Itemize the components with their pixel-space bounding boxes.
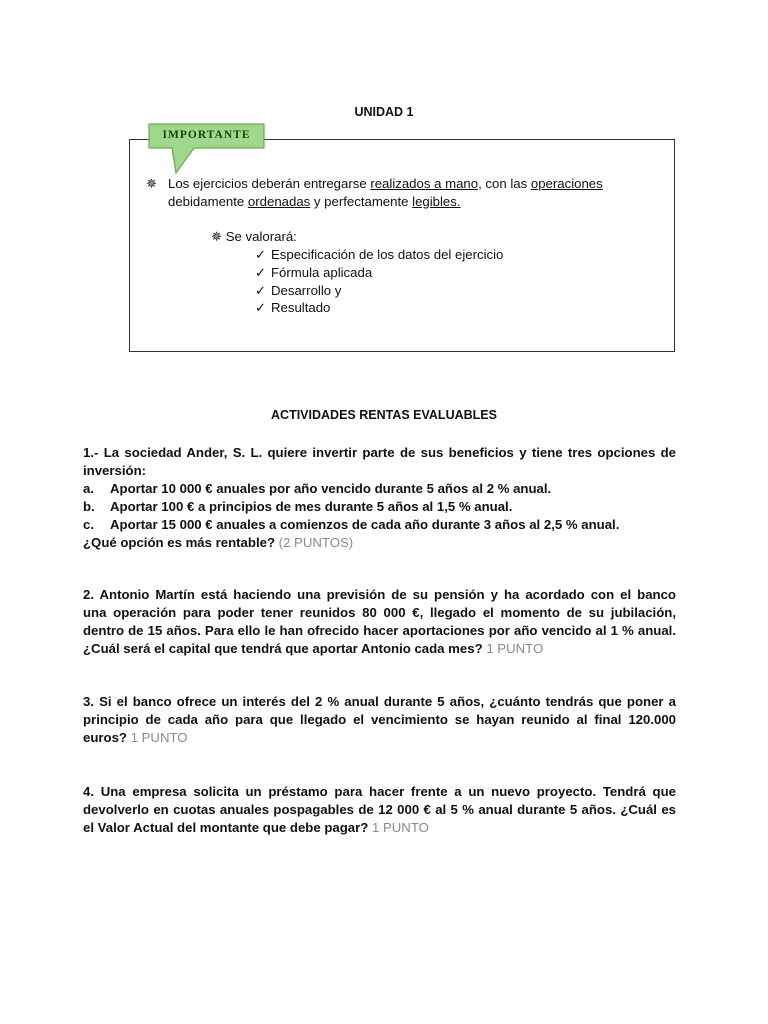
valorara-label: Se valorará: [225, 229, 297, 244]
intro-underline: legibles. [412, 194, 461, 209]
criteria-text: Resultado [271, 300, 331, 315]
valorara-bullet-icon: ✵ [211, 229, 223, 244]
unit-title: UNIDAD 1 [354, 105, 414, 119]
criteria-text: Fórmula aplicada [271, 265, 373, 280]
points-label: 1 PUNTO [130, 730, 188, 745]
intro-text: y perfectamente [310, 194, 413, 209]
points-label: 1 PUNTO [371, 820, 429, 835]
question-text: ¿Qué opción es más rentable? [83, 535, 275, 550]
points-label: (2 PUNTOS) [278, 535, 354, 550]
question-text: euros? [83, 730, 127, 745]
points-label: 1 PUNTO [486, 641, 544, 656]
option-a [83, 480, 676, 498]
option-text: Aportar 100 € a principios de mes durante 5 años al 1,5 % anual. [110, 499, 513, 514]
check-icon: ✓ [255, 300, 267, 315]
question-4 [83, 783, 676, 837]
criteria-item [255, 300, 330, 316]
check-icon: ✓ [255, 247, 267, 262]
intro-text: debidamente [168, 194, 248, 209]
valorara-line [211, 229, 297, 245]
question-text: dentro de 15 años. Para ello le han ofrecido hacer aportaciones por año vencido al 1 % anual. [83, 623, 676, 638]
check-icon: ✓ [255, 283, 267, 298]
intro-text: , con las [478, 176, 531, 191]
intro-underline: operaciones [530, 176, 603, 191]
option-label: b. [83, 499, 95, 514]
option-text: Aportar 15 000 € anuales a comienzos de cada año durante 3 años al 2,5 % anual. [110, 517, 620, 532]
intro-line-2 [168, 194, 461, 209]
intro-underline: ordenadas [247, 194, 311, 209]
option-b [83, 498, 676, 516]
criteria-text: Especificación de los datos del ejercicio [271, 247, 504, 262]
criteria-item [255, 247, 503, 263]
criteria-item [255, 283, 341, 299]
question-text: 4. Una empresa solicita un préstamo para hacer frente a un nuevo proyecto. Tendrá que [83, 784, 676, 799]
important-tag: IMPORTANTE [162, 129, 251, 141]
intro-line-1 [168, 176, 603, 191]
intro-text: Los ejercicios deberán entregarse [168, 176, 371, 191]
question-2 [83, 586, 676, 658]
option-label: a. [83, 481, 94, 496]
question-text: 3. Si el banco ofrece un interés del 2 % anual durante 5 años, ¿cuánto tendrás que poner a [83, 694, 676, 709]
question-text: devolverlo en cuotas anuales pospagables de 12 000 € al 5 % anual durante 5 años. ¿Cuál es [83, 802, 676, 817]
option-label: c. [83, 517, 94, 532]
criteria-item [255, 265, 372, 281]
question-text: una operación para poder tener reunidos 80 000 €, llegado el momento de su jubilación, [83, 605, 676, 620]
question-text: 2. Antonio Martín está haciendo una previsión de su pensión y ha acordado con el banco [83, 587, 676, 602]
option-c [83, 516, 676, 534]
question-3 [83, 693, 676, 747]
question-text: el Valor Actual del montante que debe pagar? [83, 820, 369, 835]
intro-underline: realizados a mano [370, 176, 479, 191]
check-icon: ✓ [255, 265, 267, 280]
intro-bullet-icon: ✵ [146, 176, 158, 191]
question-text: 1.- La sociedad Ander, S. L. quiere invertir parte de sus beneficios y tiene tres opciones de [83, 445, 676, 460]
option-text: Aportar 10 000 € anuales por año vencido durante 5 años al 2 % anual. [110, 481, 552, 496]
question-text: ¿Cuál será el capital que tendrá que aportar Antonio cada mes? [83, 641, 483, 656]
question-text: inversión: [83, 463, 147, 478]
question-text: principio de cada año para que llegado el vencimiento se hayan reunido al final 120.000 [83, 712, 676, 727]
criteria-text: Desarrollo y [271, 283, 342, 298]
activities-title: ACTIVIDADES RENTAS EVALUABLES [271, 408, 497, 422]
question-1 [83, 444, 676, 552]
